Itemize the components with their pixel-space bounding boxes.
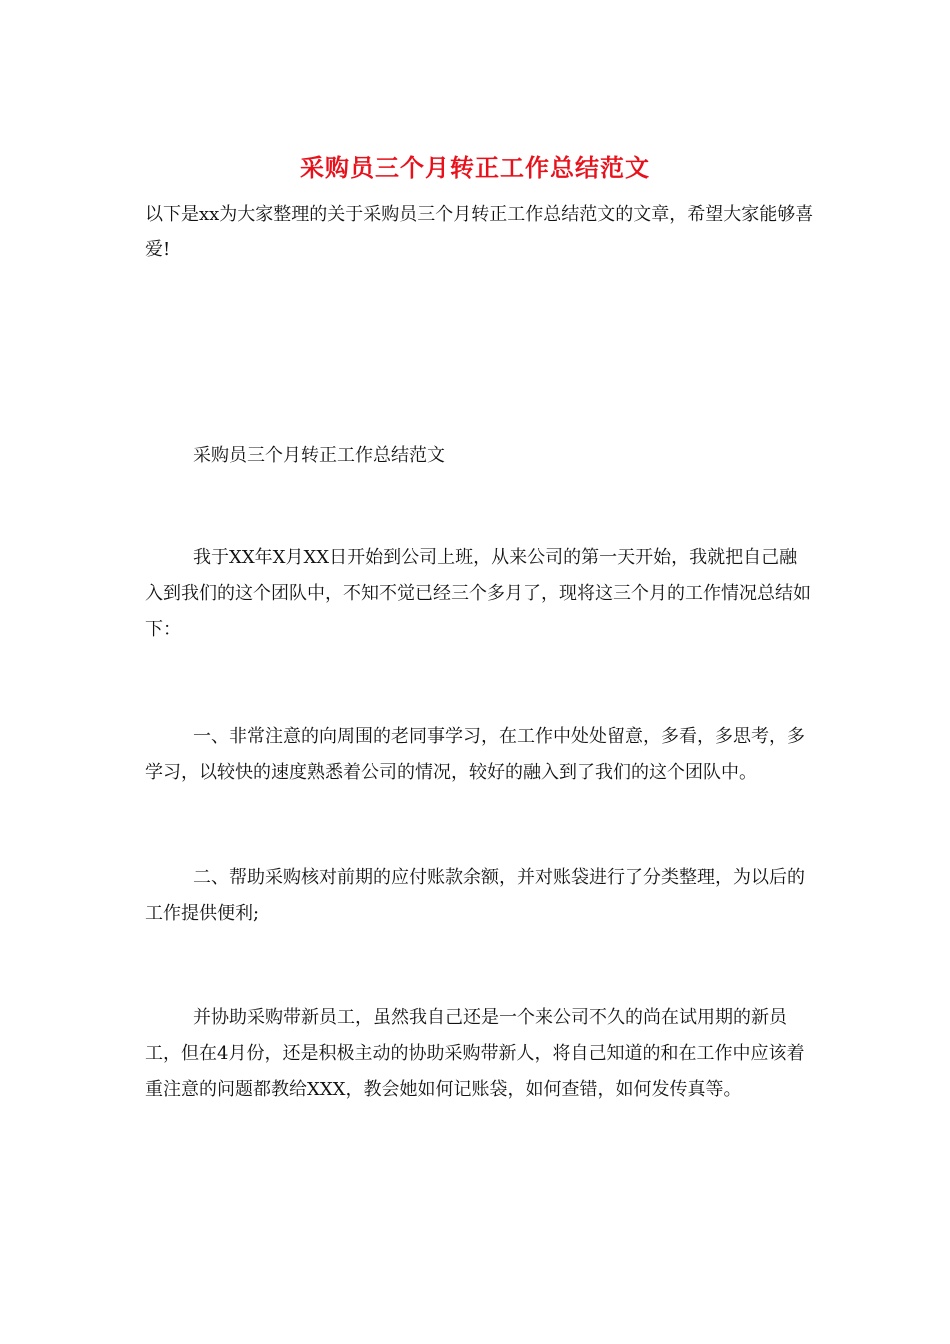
body-paragraph: 一、非常注意的向周围的老同事学习，在工作中处处留意，多看，多思考，多学习，以较快的速度熟悉着公司的情况，较好的融入到了我们的这个团队中。 [145,726,805,783]
document-title: 采购员三个月转正工作总结范文 [300,153,650,182]
body-paragraph: 我于XX年X月XX日开始到公司上班，从来公司的第一天开始，我就把自己融入到我们的这个团队中，不知不觉已经三个多月了，现将这三个月的工作情况总结如下： [145,547,811,640]
body-paragraph: 二、帮助采购核对前期的应付账款余额，并对账袋进行了分类整理，为以后的工作提供便利; [145,867,805,924]
section-subtitle: 采购员三个月转正工作总结范文 [193,445,445,466]
intro-paragraph: 以下是xx为大家整理的关于采购员三个月转正工作总结范文的文章，希望大家能够喜爱! [145,204,814,260]
body-paragraph: 并协助采购带新员工，虽然我自己还是一个来公司不久的尚在试用期的新员工，但在4月份，还是积极主动的协助采购带新人，将自己知道的和在工作中应该着重注意的问题都教给XXX，教会她如何记账袋，如何查错，如何发传真等。 [145,1007,805,1100]
